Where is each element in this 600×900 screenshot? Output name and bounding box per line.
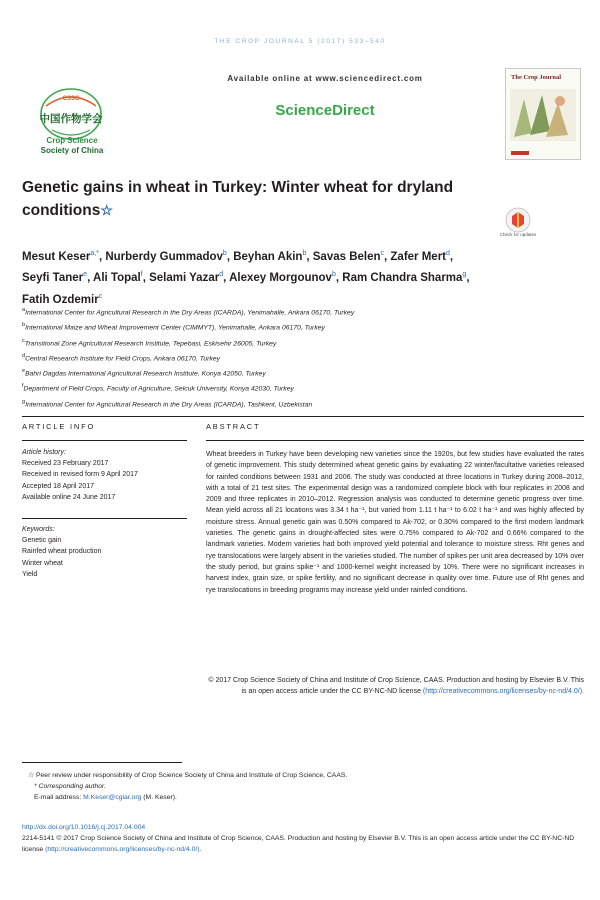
journal-header — [20, 68, 580, 164]
affiliation-mark: c — [22, 337, 25, 344]
cover-title: The Crop Journal — [511, 74, 562, 81]
abstract-text: Wheat breeders in Turkey have been developing new varieties since the 1920s, but few studies have evaluated the rates of genetic improvement. This study determined wheat genetic gains by evaluating 22 winter/facultative varieties released for rainfed conditions between 1931 and 2006. The study was conducted at three locations in Turkey during 2008–2012, with a total of 21 test sites. The experimental design was a randomized complete block with four replicates in 2008 and 2009 and three replicates in 2010–2012. Regression analysis was conducted to determine genetic progress over time. Mean yield across all 21 locations was 3.34 t ha⁻¹, but varied from 1.11 t ha⁻¹ to 6.02 t ha⁻¹ and was highly affected by moisture stress. Annual genetic gain was 0.50% compared to Ak-702, or 0.30% compared to the first modern landmark varieties. The genetic gains in drought-affected sites were 0.75% compared to Ak-702 and 0.66% compared to the landmark varieties. Modern varieties had both improved yield potential and tolerance to moisture stress. Rht genes and rye translocations were largely absent in the varieties studied. The number of spikes per unit area decreased by 10% over the study period, but grains spike⁻¹ and 1000-kernel weight increased by 10%. There were no significant increases in harvest index, grain size, or spike fertility, and no significant decrease in quality over time. Future use of Rht genes and rye translocations in breeding programs may increase yield under rainfed conditions. — [206, 451, 584, 594]
author-name[interactable]: Seyfi Taner — [22, 272, 84, 285]
author-separator: , — [384, 250, 391, 263]
author-separator: , — [87, 272, 94, 285]
affiliation-item — [22, 304, 582, 319]
author-affiliation-mark[interactable]: g — [462, 271, 467, 279]
history-accepted: Accepted 18 April 2017 — [22, 482, 94, 490]
abstract-heading: ABSTRACT — [206, 422, 261, 431]
affiliation-mark: f — [22, 383, 24, 390]
society-emblem-icon — [38, 86, 104, 142]
cover-image — [510, 89, 576, 141]
article-title — [22, 176, 492, 222]
available-online-text: Available online at www.sciencedirect.com — [227, 74, 423, 83]
author-separator: , — [335, 272, 343, 285]
keyword-item: Rainfed wheat production — [22, 548, 102, 556]
author-name[interactable]: Savas Belen — [312, 250, 381, 263]
logo-chinese-text: 中国作物学会 — [39, 113, 103, 125]
affiliation-text: Transitional Zone Agricultural Research Institute, Tepebasi, Eskisehir 26005, Turkey — [24, 339, 277, 347]
author-name[interactable]: Nurberdy Gummadov — [105, 250, 223, 263]
affiliation-text: Department of Field Crops, Faculty of Agriculture, Selcuk University, Konya 42030, Turkey — [23, 385, 294, 393]
author-list — [22, 245, 552, 309]
abstract-copyright — [206, 675, 584, 698]
affiliation-mark: e — [22, 368, 26, 375]
history-revised: Received in revised form 9 April 2017 — [22, 471, 138, 479]
bottom-info — [22, 822, 582, 855]
affiliation-item — [22, 380, 582, 395]
affiliation-item — [22, 350, 582, 365]
author-separator: , — [306, 250, 313, 263]
author-separator: , — [223, 272, 230, 285]
affiliation-text: International Center for Agricultural Research in the Dry Areas (ICARDA), Tashkent, Uzbekistan — [25, 400, 313, 408]
author-affiliation-mark[interactable]: a,* — [90, 250, 99, 257]
author-affiliation-mark[interactable]: d — [446, 250, 450, 257]
affiliation-item — [22, 319, 582, 334]
copyright-text: © 2017 Crop Science Society of China and Institute of Crop Science, CAAS. Production and hosting by Elsevier B.V. This is an open access article under the CC BY-NC-ND license — [208, 677, 584, 696]
keyword-item: Genetic gain — [22, 537, 62, 545]
affiliation-item — [22, 335, 582, 350]
journal-running-head: THE CROP JOURNAL 5 (2017) 533–540 — [214, 38, 386, 45]
article-history — [22, 447, 187, 503]
author-separator: , — [142, 272, 150, 285]
affiliation-item — [22, 396, 582, 411]
author-affiliation-mark[interactable]: c — [380, 250, 385, 257]
keywords-section — [22, 524, 187, 580]
author-affiliation-mark[interactable]: b — [302, 250, 307, 257]
author-name[interactable]: Fatih Ozdemir — [22, 293, 99, 306]
author-name[interactable]: Ram Chandra Sharma — [342, 272, 463, 285]
divider-footnotes — [22, 762, 182, 763]
footnotes — [28, 770, 568, 803]
affiliation-list — [22, 304, 582, 411]
author-separator: , — [466, 272, 470, 285]
author-affiliation-mark[interactable]: d — [219, 271, 224, 279]
society-name-line2: Society of China — [40, 146, 104, 155]
license-link[interactable]: (http://creativecommons.org/licenses/by-nc-nd/4.0/). — [422, 688, 584, 696]
divider-abstract — [206, 440, 584, 441]
sciencedirect-area — [180, 68, 470, 164]
email-label: E-mail address: — [34, 794, 82, 801]
history-online: Available online 24 June 2017 — [22, 493, 116, 501]
author-affiliation-mark[interactable]: c — [98, 292, 103, 300]
affiliation-text: Bahri Dagdas International Agricultural Research Institute, Konya 42050, Turkey — [25, 370, 266, 378]
keywords-label: Keywords: — [22, 526, 55, 533]
affiliation-mark: a — [22, 307, 26, 313]
author-name[interactable]: Mesut Keser — [22, 250, 91, 263]
author-name[interactable]: Ali Topal — [93, 272, 141, 285]
author-affiliation-mark[interactable]: f — [140, 271, 143, 279]
affiliation-text: International Maize and Wheat Improvement Center (CIMMYT), Yenimahalle, Ankara 06170, Turkey — [25, 324, 325, 332]
affiliation-mark: b — [22, 322, 26, 329]
cover-publisher-mark — [511, 151, 529, 155]
check-for-updates-label: Check for updates — [499, 232, 537, 237]
article-title-text: Genetic gains in wheat in Turkey: Winter wheat for dryland conditions — [22, 179, 454, 219]
issn-text: 2214-5141 © 2017 Crop Science Society of China and Institute of Crop Science, CAAS. Production and hosting by Elsevier B.V. This is an open access article under the CC BY-NC-ND license — [22, 835, 575, 853]
keyword-item: Yield — [22, 570, 38, 578]
author-name[interactable]: Alexey Morgounov — [229, 272, 332, 285]
doi-link[interactable]: http://dx.doi.org/10.1016/j.cj.2017.04.004 — [22, 824, 146, 831]
peer-review-note: ☆ Peer review under responsibility of Crop Science Society of China and Institute of Crop Science, CAAS. — [28, 772, 348, 779]
issn-copyright — [22, 833, 582, 855]
history-label: Article history: — [22, 449, 66, 456]
author-name[interactable]: Selami Yazar — [149, 272, 220, 285]
affiliation-text: Central Research Institute for Field Crops, Ankara 06170, Turkey — [25, 355, 220, 363]
email-line — [28, 792, 568, 803]
affiliation-item — [22, 365, 582, 380]
author-affiliation-mark[interactable]: b — [222, 250, 227, 257]
title-footnote-mark[interactable]: ☆ — [100, 202, 113, 218]
affiliation-mark: d — [22, 352, 26, 359]
keyword-item: Winter wheat — [22, 559, 63, 567]
divider-left-info — [22, 440, 187, 441]
bottom-license-link[interactable]: (http://creativecommons.org/licenses/by-nc-nd/4.0/). — [45, 846, 202, 853]
author-affiliation-mark[interactable]: e — [83, 271, 88, 279]
sciencedirect-logo[interactable]: ScienceDirect — [275, 102, 375, 119]
history-received: Received 23 February 2017 — [22, 460, 109, 468]
society-logo — [20, 68, 124, 164]
divider-keywords — [22, 518, 187, 519]
author-separator: , — [98, 250, 106, 263]
affiliation-mark: g — [22, 398, 26, 405]
logo-acronym: CSSC — [62, 96, 80, 102]
author-separator: , — [226, 250, 234, 263]
email-link[interactable]: M.Keser@cgiar.org — [83, 794, 142, 801]
divider-top — [22, 416, 584, 417]
journal-cover-thumbnail[interactable] — [505, 68, 581, 160]
article-info-heading: ARTICLE INFO — [22, 422, 96, 431]
corresponding-author-note: * Corresponding author. — [34, 783, 106, 790]
author-affiliation-mark[interactable]: b — [331, 271, 336, 279]
affiliation-text: International Center for Agricultural Research in the Dry Areas (ICARDA), Yenimahalle, Ankara 06170, Turkey — [25, 309, 355, 317]
author-separator: , — [449, 250, 454, 263]
author-name[interactable]: Beyhan Akin — [233, 250, 303, 263]
email-suffix: (M. Keser). — [143, 794, 177, 801]
author-name[interactable]: Zafer Mert — [390, 250, 447, 263]
society-name-line1: Crop Science — [46, 136, 98, 145]
